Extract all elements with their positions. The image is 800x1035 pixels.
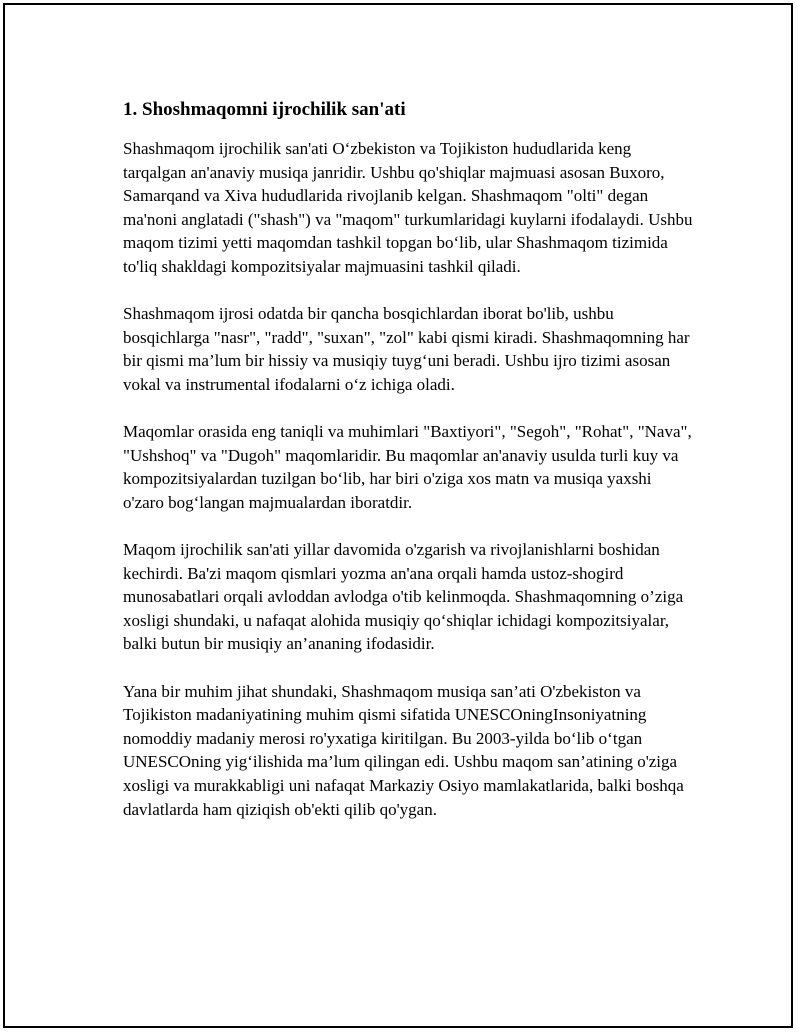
page-frame xyxy=(3,3,793,1028)
paragraph-5: Yana bir muhim jihat shundaki, Shashmaqom musiqa san’ati O'zbekiston va Tojikiston madaniyatining muhim qismi sifatida UNESCOningInsoniyatning nomoddiy madaniy merosi ro'yxatiga kiritilgan. Bu 2003-yilda bo‘lib o‘tgan UNESCOning yig‘ilishida ma’lum qilingan edi. Ushbu maqom san’atining o'ziga xosligi va murakkabligi uni nafaqat Markaziy Osiyo mamlakatlarida, balki boshqa davlatlarda ham qiziqish ob'ekti qilib qo'ygan. xyxy=(123,681,684,819)
paragraph-2: Shashmaqom ijrosi odatda bir qancha bosqichlardan iborat bo'lib, ushbu bosqichlarga "nasr", "radd", "suxan", "zol" kabi qismi kiradi. Shashmaqomning har bir qismi ma’lum bir hissiy va musiqiy tuyg‘uni beradi. Ushbu ijro tizimi asosan vokal va instrumental ifodalarni o‘z ichiga oladi. xyxy=(123,304,690,394)
paragraph-4: Maqom ijrochilik san'ati yillar davomida o'zgarish va rivojlanishlarni boshidan kechirdi. Ba'zi maqom qismlari yozma an'ana orqali hamda ustoz-shogird munosabatlari orqali avloddan avlodga o'tib kelinmoqda. Shashmaqomning o’ziga xosligi shundaki, u nafaqat alohida musiqiy qo‘shiqlar ichidagi kompozitsiyalar, balki butun bir musiqiy an’ananing ifodasidir. xyxy=(123,540,684,654)
paragraph-3: Maqomlar orasida eng taniqli va muhimlari "Baxtiyori", "Segoh", "Rohat", "Nava", "Ushshoq" va "Dugoh" maqomlaridir. Bu maqomlar an'anaviy usulda turli kuy va kompozitsiyalardan tuzilgan bo‘lib, har biri o'ziga xos matn va musiqa yaxshi o'zaro bog‘langan majmualardan iboratdir. xyxy=(123,422,692,512)
section-heading: 1. Shoshmaqomni ijrochilik san'ati xyxy=(123,99,406,120)
paragraph-1: Shashmaqom ijrochilik san'ati O‘zbekiston va Tojikiston hududlarida keng tarqalgan an'anaviy musiqa janridir. Ushbu qo'shiqlar majmuasi asosan Buxoro, Samarqand va Xiva hududlarida rivojlanib kelgan. Shashmaqom "olti" degan ma'noni anglatadi ("shash") va "maqom" turkumlaridagi kuylarni ifodalaydi. Ushbu maqom tizimi yetti maqomdan tashkil topgan bo‘lib, ular Shashmaqom tizimida to'liq shakldagi kompozitsiyalar majmuasini tashkil qiladi. xyxy=(123,139,693,276)
document-body xyxy=(123,97,693,845)
